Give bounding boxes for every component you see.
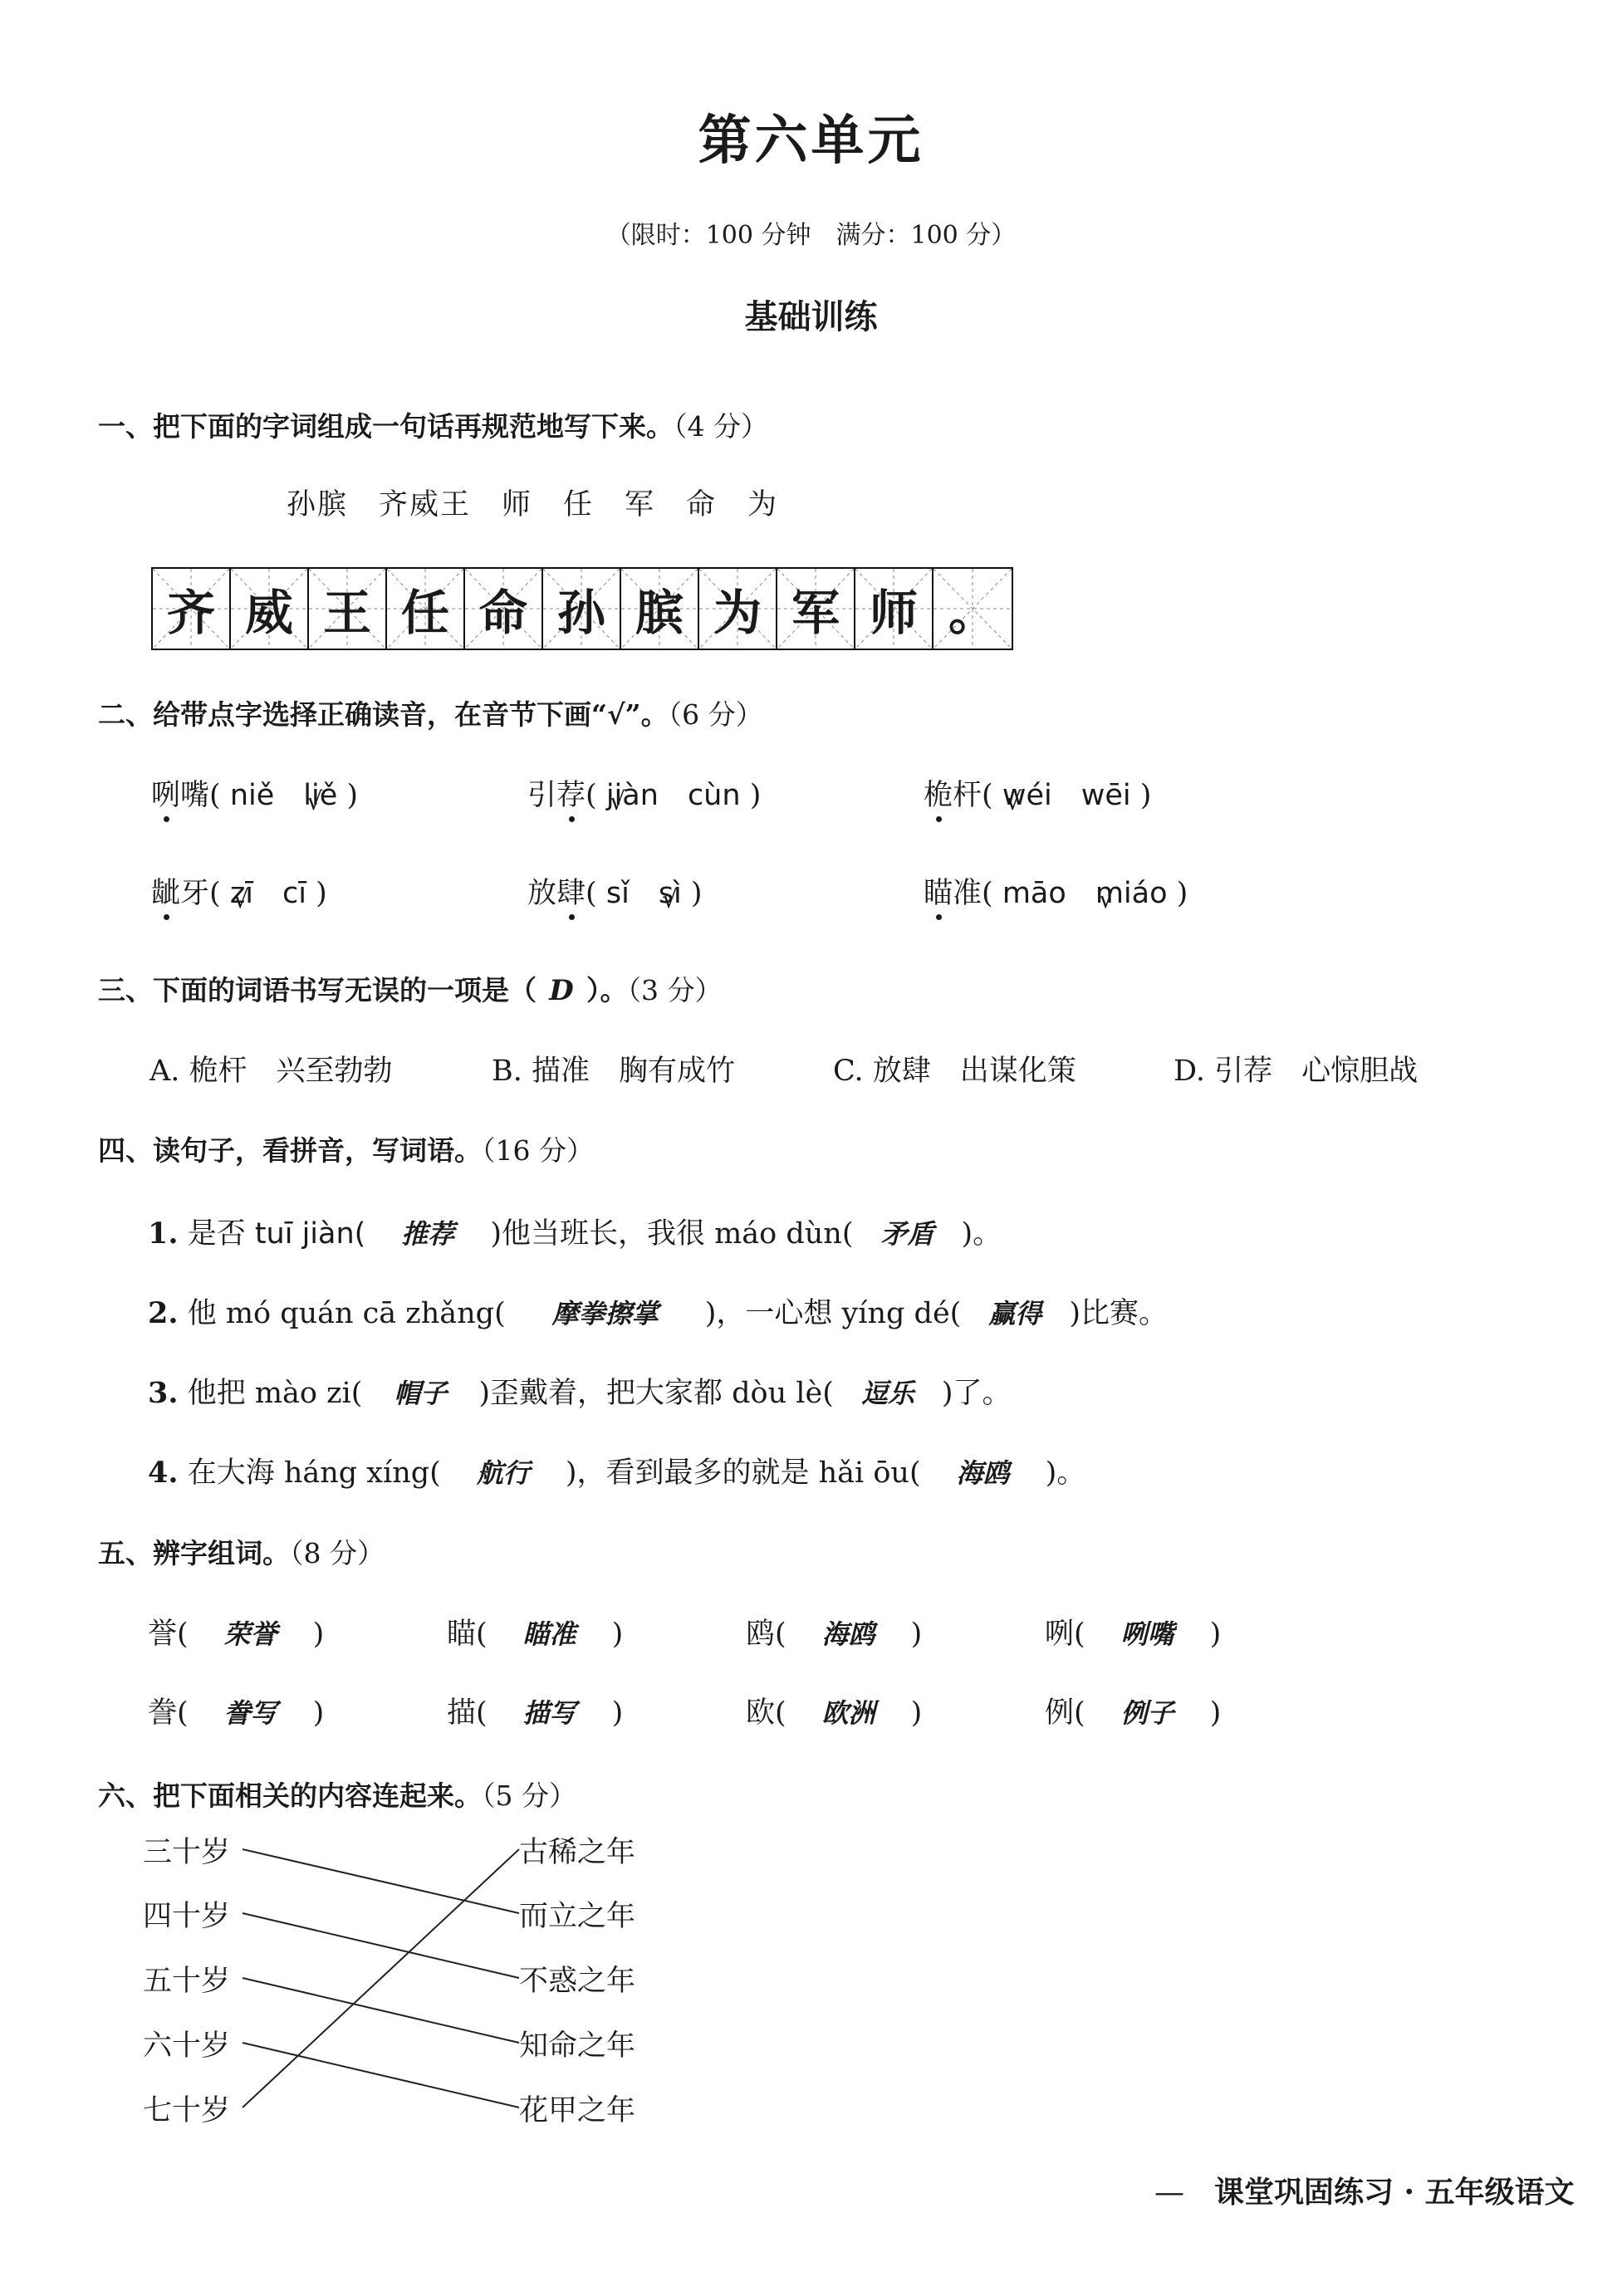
grid-char: 任: [400, 585, 449, 641]
q3-option-d: D. 引荐 心惊胆战: [1174, 1055, 1419, 1088]
q6-age-item: 七十岁: [143, 2094, 231, 2127]
q3-option-a: A. 桅杆 兴至勃勃: [149, 1055, 393, 1088]
q6-connector-line: [243, 1849, 519, 1913]
q6-connector-line: [243, 2043, 519, 2108]
grid-char: 膑: [635, 585, 684, 641]
q6-term-item: 古稀之年: [519, 1836, 636, 1869]
q2-heading: 二、给带点字选择正确读音，在音节下画“√”。（6 分）: [98, 698, 763, 731]
q3-answer: D: [549, 974, 574, 1007]
q6-connector-line: [243, 1913, 519, 1978]
q1-heading: 一、把下面的字词组成一句话再规范地写下来。（4 分）: [98, 410, 768, 443]
grid-char: 为: [713, 585, 762, 641]
q5-word-pair: 誉( 荣誉 ): [148, 1618, 325, 1651]
q1-words: 孙膑 齐威王 师 任 军 命 为: [287, 488, 779, 521]
q4-sentence-3: 3. 他把 mào zi( 帽子 )歪戴着，把大家都 dòu lè( 逗乐 )了。: [148, 1376, 1012, 1410]
q5-heading: 五、辨字组词。（8 分）: [98, 1537, 385, 1569]
q6-age-item: 四十岁: [143, 1900, 231, 1933]
q6-connector-line: [243, 1849, 519, 2108]
q6-connector-line: [243, 1978, 519, 2043]
q6-age-item: 三十岁: [143, 1836, 231, 1869]
q6-term-item: 不惑之年: [519, 1965, 636, 1998]
q3-heading: 三、下面的词语书写无误的一项是（ D ）。（3 分）: [98, 974, 723, 1007]
q6-heading: 六、把下面相关的内容连起来。（5 分）: [98, 1780, 576, 1812]
q5-word-pair: 咧( 咧嘴 ): [1045, 1618, 1222, 1651]
grid-char: 师: [869, 585, 918, 641]
grid-char: 孙: [556, 585, 605, 641]
time-score-info: （限时：100 分钟 满分：100 分）: [605, 221, 1017, 250]
q5-word-pair: 欧( 欧洲 ): [746, 1696, 923, 1730]
q4-sentence-1: 1. 是否 tuī jiàn( 推荐 )他当班长，我很 máo dùn( 矛盾 )。: [148, 1217, 1002, 1251]
q2-item: 桅杆( wéi √ wēi ): [924, 772, 1151, 814]
q5-word-pair: 瞄( 瞄准 ): [447, 1618, 624, 1651]
q4-heading: 四、读句子，看拼音，写词语。（16 分）: [98, 1134, 594, 1167]
q6-term-item: 而立之年: [519, 1900, 636, 1933]
q4-sentence-4: 4. 在大海 háng xíng( 航行 )，看到最多的就是 hǎi ōu( 海鸥 )。: [148, 1456, 1086, 1490]
q5-word-pair: 描( 描写 ): [447, 1696, 624, 1730]
q6-term-item: 花甲之年: [519, 2094, 636, 2127]
q2-item: 引荐( jiàn √ cùn ): [527, 772, 761, 814]
q5-word-pair: 例( 例子 ): [1045, 1696, 1222, 1730]
q2-item: 放肆( sǐ sì √ ): [527, 870, 703, 912]
grid-char: 。: [948, 585, 997, 641]
page-footer: — 课堂巩固练习 · 五年级语文: [1154, 2175, 1575, 2210]
q3-option-c: C. 放肆 出谋化策: [833, 1055, 1076, 1088]
q5-word-pair: 誊( 誊写 ): [148, 1696, 325, 1730]
q2-item: 龇牙( zī √ cī ): [151, 870, 327, 912]
q6-age-item: 五十岁: [143, 1965, 231, 1998]
q4-sentence-2: 2. 他 mó quán cā zhǎng( 摩拳擦掌 )，一心想 yíng dé( 赢得 )比赛。: [148, 1296, 1168, 1330]
grid-char: 王: [322, 585, 371, 641]
q6-age-item: 六十岁: [143, 2029, 231, 2063]
q6-term-item: 知命之年: [519, 2029, 636, 2063]
page-title: 第六单元: [698, 110, 924, 172]
grid-char: 齐: [166, 585, 215, 641]
q5-word-pair: 鸥( 海鸥 ): [746, 1618, 923, 1651]
section-title: 基础训练: [744, 297, 878, 336]
q2-item: 咧嘴( niě liě √ ): [151, 772, 358, 814]
grid-char: 威: [244, 585, 293, 641]
q3-option-b: B. 描准 胸有成竹: [492, 1055, 735, 1088]
grid-char: 军: [791, 585, 840, 641]
grid-char: 命: [478, 585, 527, 641]
q2-item: 瞄准( māo miáo √ ): [924, 870, 1188, 912]
